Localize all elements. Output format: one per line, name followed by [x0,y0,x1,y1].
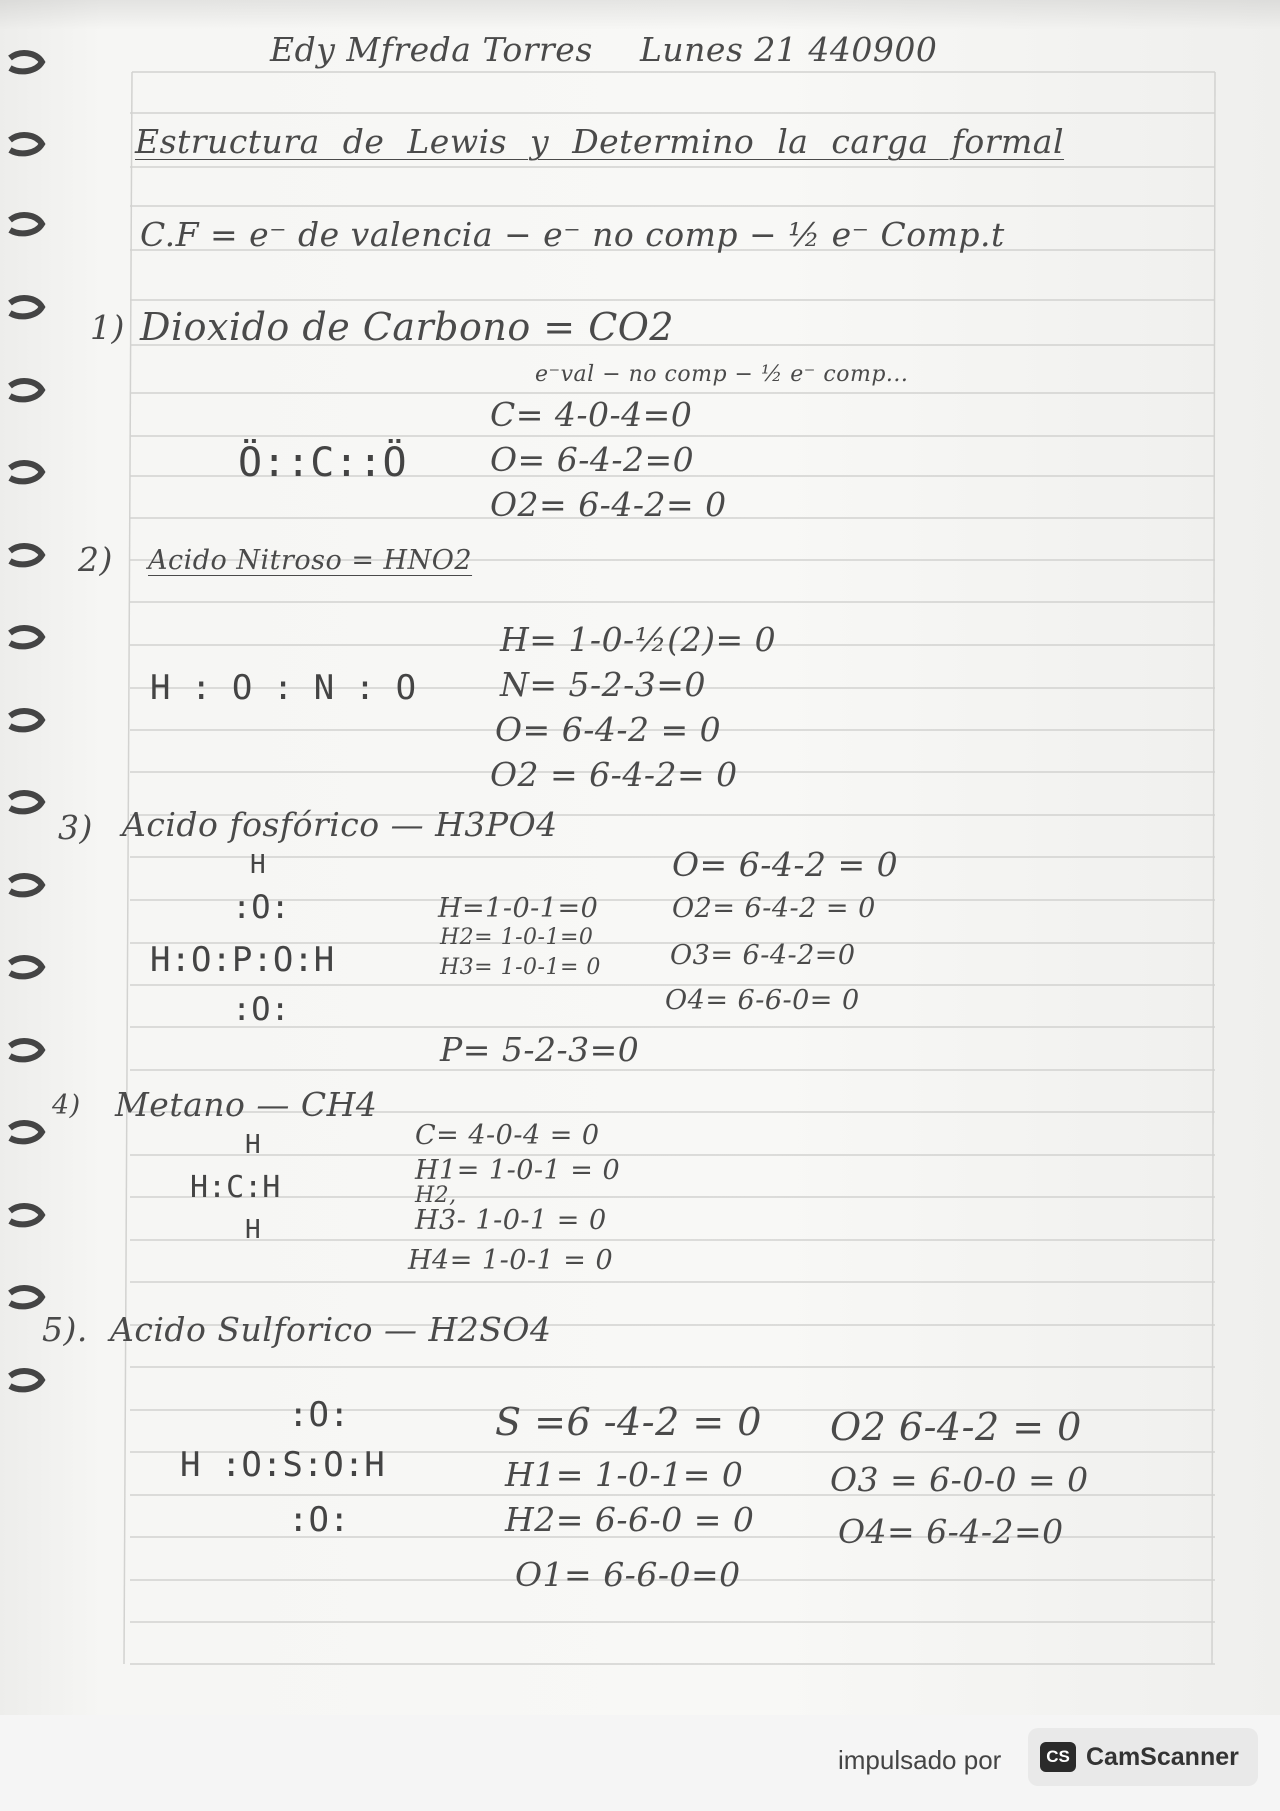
calc-line: H1= 1-0-1= 0 [505,1455,744,1494]
ring-icon [6,955,46,981]
ring-icon [6,790,46,816]
section-number: 5). [42,1310,88,1349]
ring-icon [6,1285,46,1311]
lewis-structure-h2so4: H :O:S:O:H [180,1445,385,1485]
lewis-structure-ch4: H:C:H [190,1170,281,1205]
ring-icon [6,873,46,899]
date-label: Lunes 21 440900 [640,30,938,69]
calc-line: H2, [415,1183,457,1208]
student-name: Edy Mfreda Torres [270,30,593,69]
calc-line: O2 = 6-4-2= 0 [490,755,738,794]
ring-icon [6,625,46,651]
ring-icon [6,1120,46,1146]
ring-icon [6,460,46,486]
camscanner-logo-icon: CS [1040,1742,1076,1772]
calc-line: H3- 1-0-1 = 0 [415,1205,607,1236]
calc-line: H3= 1-0-1= 0 [440,955,601,980]
section-title: Acido Sulforico — H2SO4 [110,1310,552,1349]
calc-line: S =6 -4-2 = 0 [495,1400,762,1444]
formal-charge-formula: C.F = e⁻ de valencia − e⁻ no comp − ½ e⁻ Comp.t [140,215,1005,254]
calc-line: O4= 6-6-0= 0 [665,985,860,1016]
calc-line: H2= 1-0-1=0 [440,925,594,950]
ring-icon [6,1368,46,1394]
calc-line: O2= 6-4-2= 0 [490,485,727,524]
lewis-o-top: :O: [232,888,290,926]
section-number: 1) [90,308,125,347]
lewis-h-bottom: H [245,1215,261,1245]
calc-line: C= 4-0-4 = 0 [415,1120,600,1151]
calc-line: H4= 1-0-1 = 0 [408,1245,614,1276]
ring-icon [6,50,46,76]
calc-line: C= 4-0-4=0 [490,395,693,434]
camscanner-badge [1028,1728,1258,1786]
calc-line: H=1-0-1=0 [438,893,599,924]
calc-line: O= 6-4-2 = 0 [672,845,899,884]
calc-line: O= 6-4-2 = 0 [495,710,722,749]
section-number: 3) [58,808,93,847]
ring-icon [6,295,46,321]
section-number: 2) [78,540,113,579]
ring-icon [6,212,46,238]
calc-line: O= 6-4-2=0 [490,440,695,479]
calc-line: O3= 6-4-2=0 [670,940,856,971]
ring-icon [6,543,46,569]
calc-line: O1= 6-6-0=0 [515,1555,741,1594]
section-title: Dioxido de Carbono = CO2 [140,305,675,349]
powered-by-label: impulsado por [838,1745,1002,1775]
page-title: Estructura de Lewis y Determino la carga formal [135,122,1065,161]
lewis-h-top: H [250,850,266,880]
lewis-o-top: :O: [288,1395,350,1435]
calc-line: O2 6-4-2 = 0 [830,1405,1082,1449]
ring-icon [6,1038,46,1064]
section-number: 4) [52,1090,81,1121]
calc-line: N= 5-2-3=0 [500,665,706,704]
section-title: Acido fosfórico — H3PO4 [122,805,558,844]
ring-icon [6,708,46,734]
lewis-h-top: H [245,1130,261,1160]
section-title: Acido Nitroso = HNO2 [148,545,473,576]
ring-icon [6,378,46,404]
lewis-structure-h3po4: H:O:P:O:H [150,940,335,980]
calc-line: O4= 6-4-2=0 [838,1512,1064,1551]
camscanner-name: CamScanner [1086,1742,1239,1771]
calc-line: H1= 1-0-1 = 0 [415,1155,621,1186]
ring-icon [6,1203,46,1229]
calc-line: P= 5-2-3=0 [440,1030,640,1069]
calc-legend: e⁻val − no comp − ½ e⁻ comp... [535,362,909,387]
ring-icon [6,132,46,158]
lewis-o-bottom: :O: [232,990,290,1028]
calc-line: O2= 6-4-2 = 0 [672,893,876,924]
spiral-binding [0,0,60,1715]
lewis-structure-co2: Ö::C::Ö [238,440,407,486]
lewis-o-bottom: :O: [288,1500,350,1540]
lewis-structure-hno2: H : O : N : O [150,668,417,708]
calc-line: H= 1-0-½(2)= 0 [500,620,777,659]
calc-line: O3 = 6-0-0 = 0 [830,1460,1089,1499]
calc-line: H2= 6-6-0 = 0 [505,1500,755,1539]
section-title: Metano — CH4 [115,1085,378,1124]
